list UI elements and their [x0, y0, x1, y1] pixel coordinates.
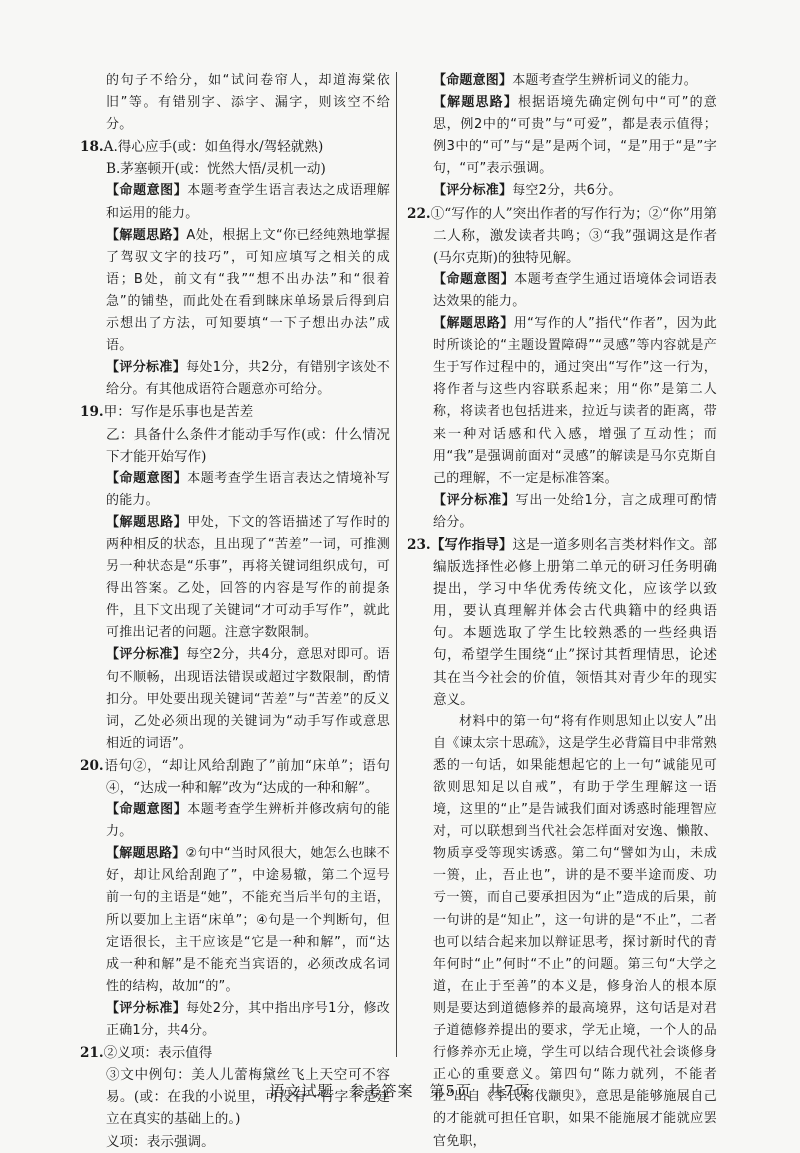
paragraph-text: 材料中的第一句“将有作则思知止以安人”出自《谏太宗十思疏》，这是学生必背篇目中非常熟悉的一句话，如果能想起它的上一句“诚能见可欲则思知足以自戒”，有助于学生理解这一语境，这里的“止”是告诫我们面对诱惑时能理智应对，可以联想到当代社会怎样面对安逸、懒散、物质享受等现实诱惑。第二句“譬如为山，未成一篑，止，吾止也”，讲的是不要半途而废、功亏一篑，而自己要承担因为“止”造成的后果，前一句讲的是“知止”，这一句讲的是“不止”，二者也可以结合起来加以辩证思考，探讨新时代的青年何时“止”何时“不止”的问题。第三句“大学之道，在止于至善”的本义是，修身治人的根本原则是要达到道德修养的最高境界，这句话是对君子道德修养提出的要求，学无止境，一个人的品行修养亦无止境，学生可以结合现代社会谈修身正心的重要意义。第四句“陈力就列，不能者止”出自《季氏将伐颛臾》，意思是能够施展自己的才能就可担任官职，如果不能施展才能就应罢官免职，	[433, 713, 717, 1149]
answer-paragraph	[407, 203, 717, 269]
section-label: 【评分标准】	[106, 360, 187, 376]
answer-paragraph	[80, 998, 390, 1042]
answer-paragraph	[80, 799, 390, 843]
left-column	[80, 70, 390, 1153]
section-label: 【写作指导】	[430, 536, 513, 553]
paragraph-text: 甲处，下文的答语描述了写作时的两种相反的状态，且出现了“苦差”一词，可推测另一种状态是“乐事”，再将关键词组织成句，可得出答案。乙处，回答的内容是写作的前提条件，且下文出现了关键词“才可动手写作”，就此可推出记者的问题。注意字数限制。	[106, 514, 390, 641]
paragraph-text: ②句中“当时风很大，她怎么也睐不好，却让风给刮跑了”，中途易辙，第二个逗号前一句的主语是“她”，不能充当后半句的主语，所以要加上主语“床单”；④句是一个判断句，但定语很长，主干应该是“它是一种和解”，而“达成一种和解”是不能充当宾语的，必须改成名词性的结构，故加“的”。	[106, 846, 390, 994]
right-column	[407, 70, 717, 1153]
section-label: 19.	[80, 404, 104, 421]
answer-paragraph	[407, 269, 717, 313]
section-label: 【解题思路】	[106, 846, 186, 862]
section-label: 18.	[80, 139, 104, 156]
answer-paragraph	[80, 644, 390, 754]
section-label: 21.	[80, 1045, 104, 1062]
paragraph-text: B.茅塞顿开(或：恍然大悟/灵机一动)	[106, 161, 326, 178]
section-label: 【解题思路】	[106, 227, 187, 243]
paragraph-text: 这是一道多则名言类材料作文。部编版选择性必修上册第二单元的研习任务明确提出，学习中华优秀传统文化，应该学以致用，要认真理解并体会古代典籍中的经典语句。本题选取了学生比较熟悉的一些经典语句，希望学生围绕“止”探讨其哲理情思，论述其在当今社会的价值，领悟其对青少年的现实意义。	[433, 536, 718, 708]
paragraph-text: 甲：写作是乐事也是苦差	[103, 404, 254, 421]
paragraph-text: 每处1分，共2分，有错别字该处不给分。有其他成语符合题意亦可给分。	[106, 360, 390, 398]
section-label: 【命题意图】	[106, 470, 188, 486]
answer-paragraph	[80, 401, 390, 423]
page-footer: 语文试题 参考答案 第5页 共7页	[269, 1082, 531, 1100]
paragraph-text: A处，根据上文“你已经纯熟地掌握了驾驭文字的技巧”，可知应填写之相关的成语；B处，前文有“我”“想不出办法”和“很着急”的铺垫，而此处在看到睐床单场景后得到启示想出了方法，可知要填“一下子想出办法”成语。	[106, 227, 391, 354]
paragraph-text: 每处2分，其中指出序号1分，修改正确1分，共4分。	[106, 1000, 390, 1039]
answer-paragraph	[80, 180, 390, 224]
paragraph-text: 的句子不给分，如“试问卷帘人，却道海棠依旧”等。有错别字、添字、漏字，则该空不给分。	[106, 73, 390, 133]
answer-paragraph	[80, 512, 390, 645]
section-label: 【解题思路】	[106, 514, 188, 530]
paragraph-text: 本题考查学生语言表达之情境补写的能力。	[106, 470, 390, 508]
paragraph-text: 义项：表示强调。	[106, 1133, 215, 1150]
paragraph-text: 写出一处给1分，言之成理可酌情给分。	[433, 492, 717, 530]
paragraph-text: 每空2分，共6分。	[512, 183, 622, 199]
section-label: 【评分标准】	[433, 183, 513, 199]
section-label: 【命题意图】	[433, 271, 515, 287]
column-divider	[396, 72, 397, 1057]
paragraph-text: 本题考查学生辨析词义的能力。	[512, 73, 698, 88]
paragraph-text: 本题考查学生通过语境体会词语表达效果的能力。	[433, 271, 717, 309]
answer-paragraph	[80, 424, 390, 468]
answer-paragraph	[407, 92, 717, 180]
paragraph-text: 每空2分，共4分，意思对即可。语句不顺畅，出现语法错误或超过字数限制，酌情扣分。甲处要出现关键词“苦差”与“苦差”的反义词，乙处必须出现的关键词为“动手写作或意思相近的词语”。	[106, 647, 390, 751]
paragraph-text: 根据语境先确定例句中“可”的意思，例2中的“可贵”与“可爱”，都是表示值得；例3中的“可”与“是”是两个词，“是”用于“是”字句，“可”表示强调。	[433, 95, 717, 177]
section-label: 【解题思路】	[433, 316, 514, 332]
answer-paragraph	[80, 1131, 390, 1153]
answer-paragraph	[407, 180, 717, 202]
paragraph-text: 用“写作的人”指代“作者”，因为此时所谈论的“主题设置障碍”“灵感”等内容就是产生于写作过程中的，通过突出“写作”这一行为，将作者与这些内容联系起来；用“你”是第二人称，将读者也包括进来，拉近与读者的距离，带来一种对话感和代入感，增强了互动性；而用“我”是强调前面对“灵感”的解读是马尔克斯自己的理解，不一定是标准答案。	[433, 316, 717, 486]
section-label: 【解题思路】	[433, 95, 518, 111]
section-label: 【命题意图】	[433, 73, 513, 88]
section-label: 【命题意图】	[106, 802, 188, 818]
paragraph-text: 本题考查学生语言表达之成语理解和运用的能力。	[106, 183, 390, 221]
paragraph-text: 乙：具备什么条件才能动手写作(或：什么情况下才能开始写作)	[106, 426, 390, 465]
paragraph-text: ③文中例句：美人儿蕾梅黛丝飞上天空可不容易。(或：在我的小说里，可没有一行字不是建立在真实的基础上的。)	[106, 1067, 390, 1128]
answer-paragraph	[80, 225, 390, 358]
section-label: 23.	[407, 536, 431, 553]
paragraph-text: ②义项：表示值得	[103, 1045, 213, 1062]
answer-paragraph	[80, 136, 390, 158]
paragraph-text: 本题考查学生辨析并修改病句的能力。	[106, 802, 390, 840]
answer-paragraph	[80, 357, 390, 401]
answer-paragraph	[407, 534, 717, 711]
answer-paragraph	[80, 843, 390, 998]
answer-paragraph	[407, 490, 717, 534]
section-label: 【评分标准】	[106, 647, 187, 663]
answer-paragraph	[407, 313, 717, 490]
section-label: 【评分标准】	[106, 1000, 187, 1016]
answer-paragraph	[80, 755, 390, 799]
section-label: 20.	[80, 757, 104, 774]
paragraph-text: ①“写作的人”突出作者的写作行为；②“你”用第二人称，激发读者共鸣；③“我”强调这是作者(马尔克斯)的独特见解。	[430, 205, 717, 266]
section-label: 22.	[407, 205, 431, 222]
section-label: 【命题意图】	[106, 183, 188, 199]
answer-paragraph	[407, 70, 717, 92]
answer-paragraph	[80, 70, 390, 136]
answer-paragraph	[80, 158, 390, 180]
answer-paragraph	[80, 468, 390, 512]
paragraph-text: 语句②，“却让风给刮跑了”前加“床单”；语句④，“达成一种和解”改为“达成的一种和解”。	[103, 757, 390, 796]
section-label: 【评分标准】	[433, 492, 516, 508]
answer-paragraph	[80, 1042, 390, 1064]
paragraph-text: A.得心应手(或：如鱼得水/驾轻就熟)	[103, 139, 324, 156]
